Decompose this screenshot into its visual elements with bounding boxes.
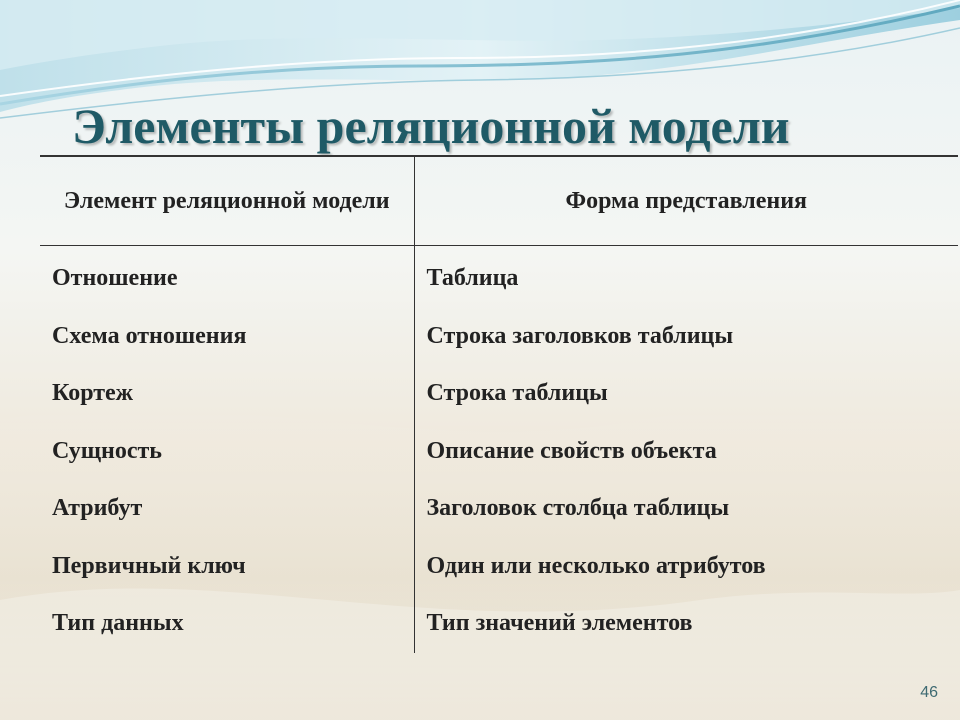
table-row [40, 308, 958, 366]
page-number: 46 [920, 684, 938, 701]
table-row [40, 246, 958, 308]
cell-representation: Описание свойств объекта [426, 437, 717, 464]
cell-representation: Тип значений элементов [426, 610, 693, 637]
table-row [40, 365, 958, 423]
cell-element: Атрибут [40, 480, 414, 538]
table-row [40, 480, 958, 538]
header-representation: Форма представления [414, 156, 958, 246]
elements-table [40, 155, 958, 653]
table-row [40, 595, 958, 653]
cell-representation: Строка таблицы [426, 380, 608, 407]
cell-representation: Один или несколько атрибутов [426, 552, 766, 579]
cell-representation: Строка заголовков таблицы [426, 322, 734, 349]
cell-representation: Заголовок столбца таблицы [426, 495, 730, 522]
cell-representation: Таблица [426, 265, 519, 292]
cell-element: Тип данных [40, 595, 414, 653]
header-element: Элемент реляционной модели [40, 156, 414, 246]
slide-title: Элементы реляционной модели [72, 98, 790, 154]
table-header-row [40, 156, 958, 246]
cell-element: Кортеж [40, 365, 414, 423]
cell-element: Схема отношения [40, 308, 414, 366]
cell-element: Первичный ключ [40, 538, 414, 596]
table-row [40, 538, 958, 596]
cell-element: Отношение [40, 246, 414, 308]
relational-model-table [40, 155, 958, 653]
table-row [40, 423, 958, 481]
cell-element: Сущность [40, 423, 414, 481]
